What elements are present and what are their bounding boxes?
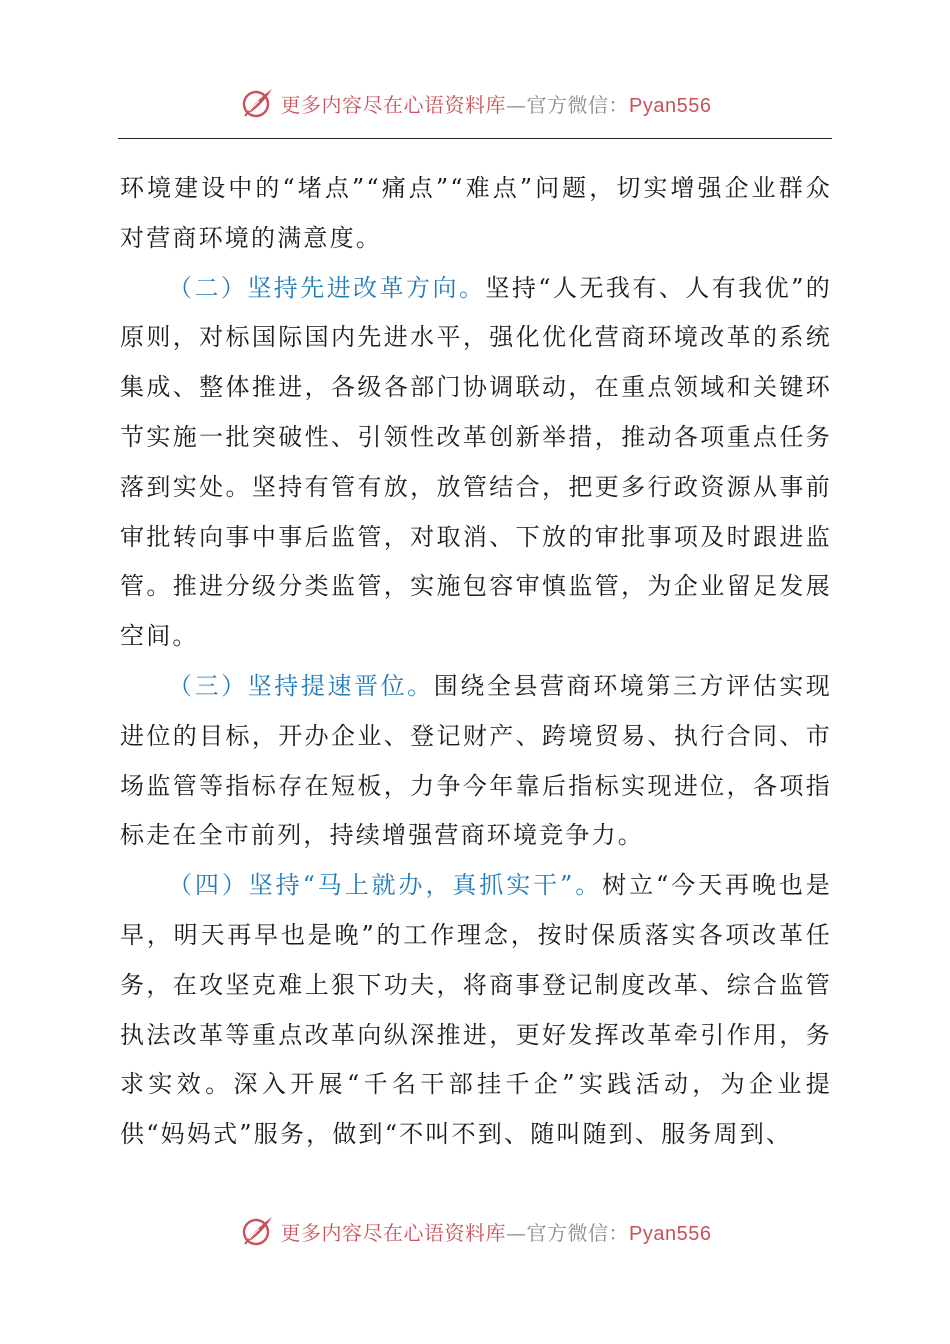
section-heading-3: （三）坚持提速晋位。 bbox=[168, 671, 434, 700]
paragraph-3-text: 围绕全县营商环境第三方评估实现进位的目标，开办企业、登记财产、跨境贸易、执行合同、市场监管等指标存在短板，力争今年靠后指标实现进位，各项指标走在全市前列，持续增强营商环境竞争力。 bbox=[120, 671, 832, 850]
footer-wechat-id: Pyan556 bbox=[629, 1222, 712, 1245]
paragraph-4 bbox=[120, 861, 832, 1160]
footer-dash: — bbox=[506, 1220, 527, 1245]
header-text bbox=[281, 89, 712, 118]
footer-text bbox=[281, 1217, 712, 1246]
quill-logo-icon bbox=[239, 85, 275, 121]
header-banner bbox=[0, 80, 950, 126]
paragraph-3 bbox=[120, 662, 832, 861]
footer-brand: 更多内容尽在心语资料库 bbox=[280, 1220, 507, 1245]
paragraph-2 bbox=[120, 264, 832, 662]
header-dash: — bbox=[506, 92, 527, 117]
footer-wechat-label: 官方微信： bbox=[526, 1220, 630, 1245]
section-heading-4: （四）坚持“马上就办，真抓实干”。 bbox=[168, 871, 603, 900]
document-body bbox=[120, 164, 832, 1160]
footer-banner bbox=[0, 1208, 950, 1254]
section-heading-2: （二）坚持先进改革方向。 bbox=[168, 273, 486, 302]
paragraph-2-text: 坚持“人无我有、人有我优”的原则，对标国际国内先进水平，强化优化营商环境改革的系统集成、整体推进，各级各部门协调联动，在重点领域和关键环节实施一批突破性、引领性改革创新举措，推动各项重点任务落到实处。坚持有管有放，放管结合，把更多行政资源从事前审批转向事中事后监管，对取消、下放的审批事项及时跟进监管。推进分级分类监管，实施包容审慎监管，为企业留足发展空间。 bbox=[120, 273, 832, 651]
header-wechat-label: 官方微信： bbox=[526, 92, 630, 117]
paragraph-4-text: 树立“今天再晚也是早，明天再早也是晚”的工作理念，按时保质落实各项改革任务，在攻坚克难上狠下功夫，将商事登记制度改革、综合监管执法改革等重点改革向纵深推进，更好发挥改革牵引作用，务求实效。深入开展“千名干部挂千企”实践活动，为企业提供“妈妈式”服务，做到“不叫不到、随叫随到、服务周到、 bbox=[120, 871, 832, 1149]
header-brand: 更多内容尽在心语资料库 bbox=[280, 92, 507, 117]
header-divider bbox=[118, 138, 832, 139]
paragraph-1-text: 环境建设中的“堵点”“痛点”“难点”问题，切实增强企业群众对营商环境的满意度。 bbox=[120, 174, 832, 252]
header-wechat-id: Pyan556 bbox=[629, 94, 712, 117]
paragraph-1 bbox=[120, 164, 832, 264]
quill-logo-icon bbox=[239, 1213, 275, 1249]
